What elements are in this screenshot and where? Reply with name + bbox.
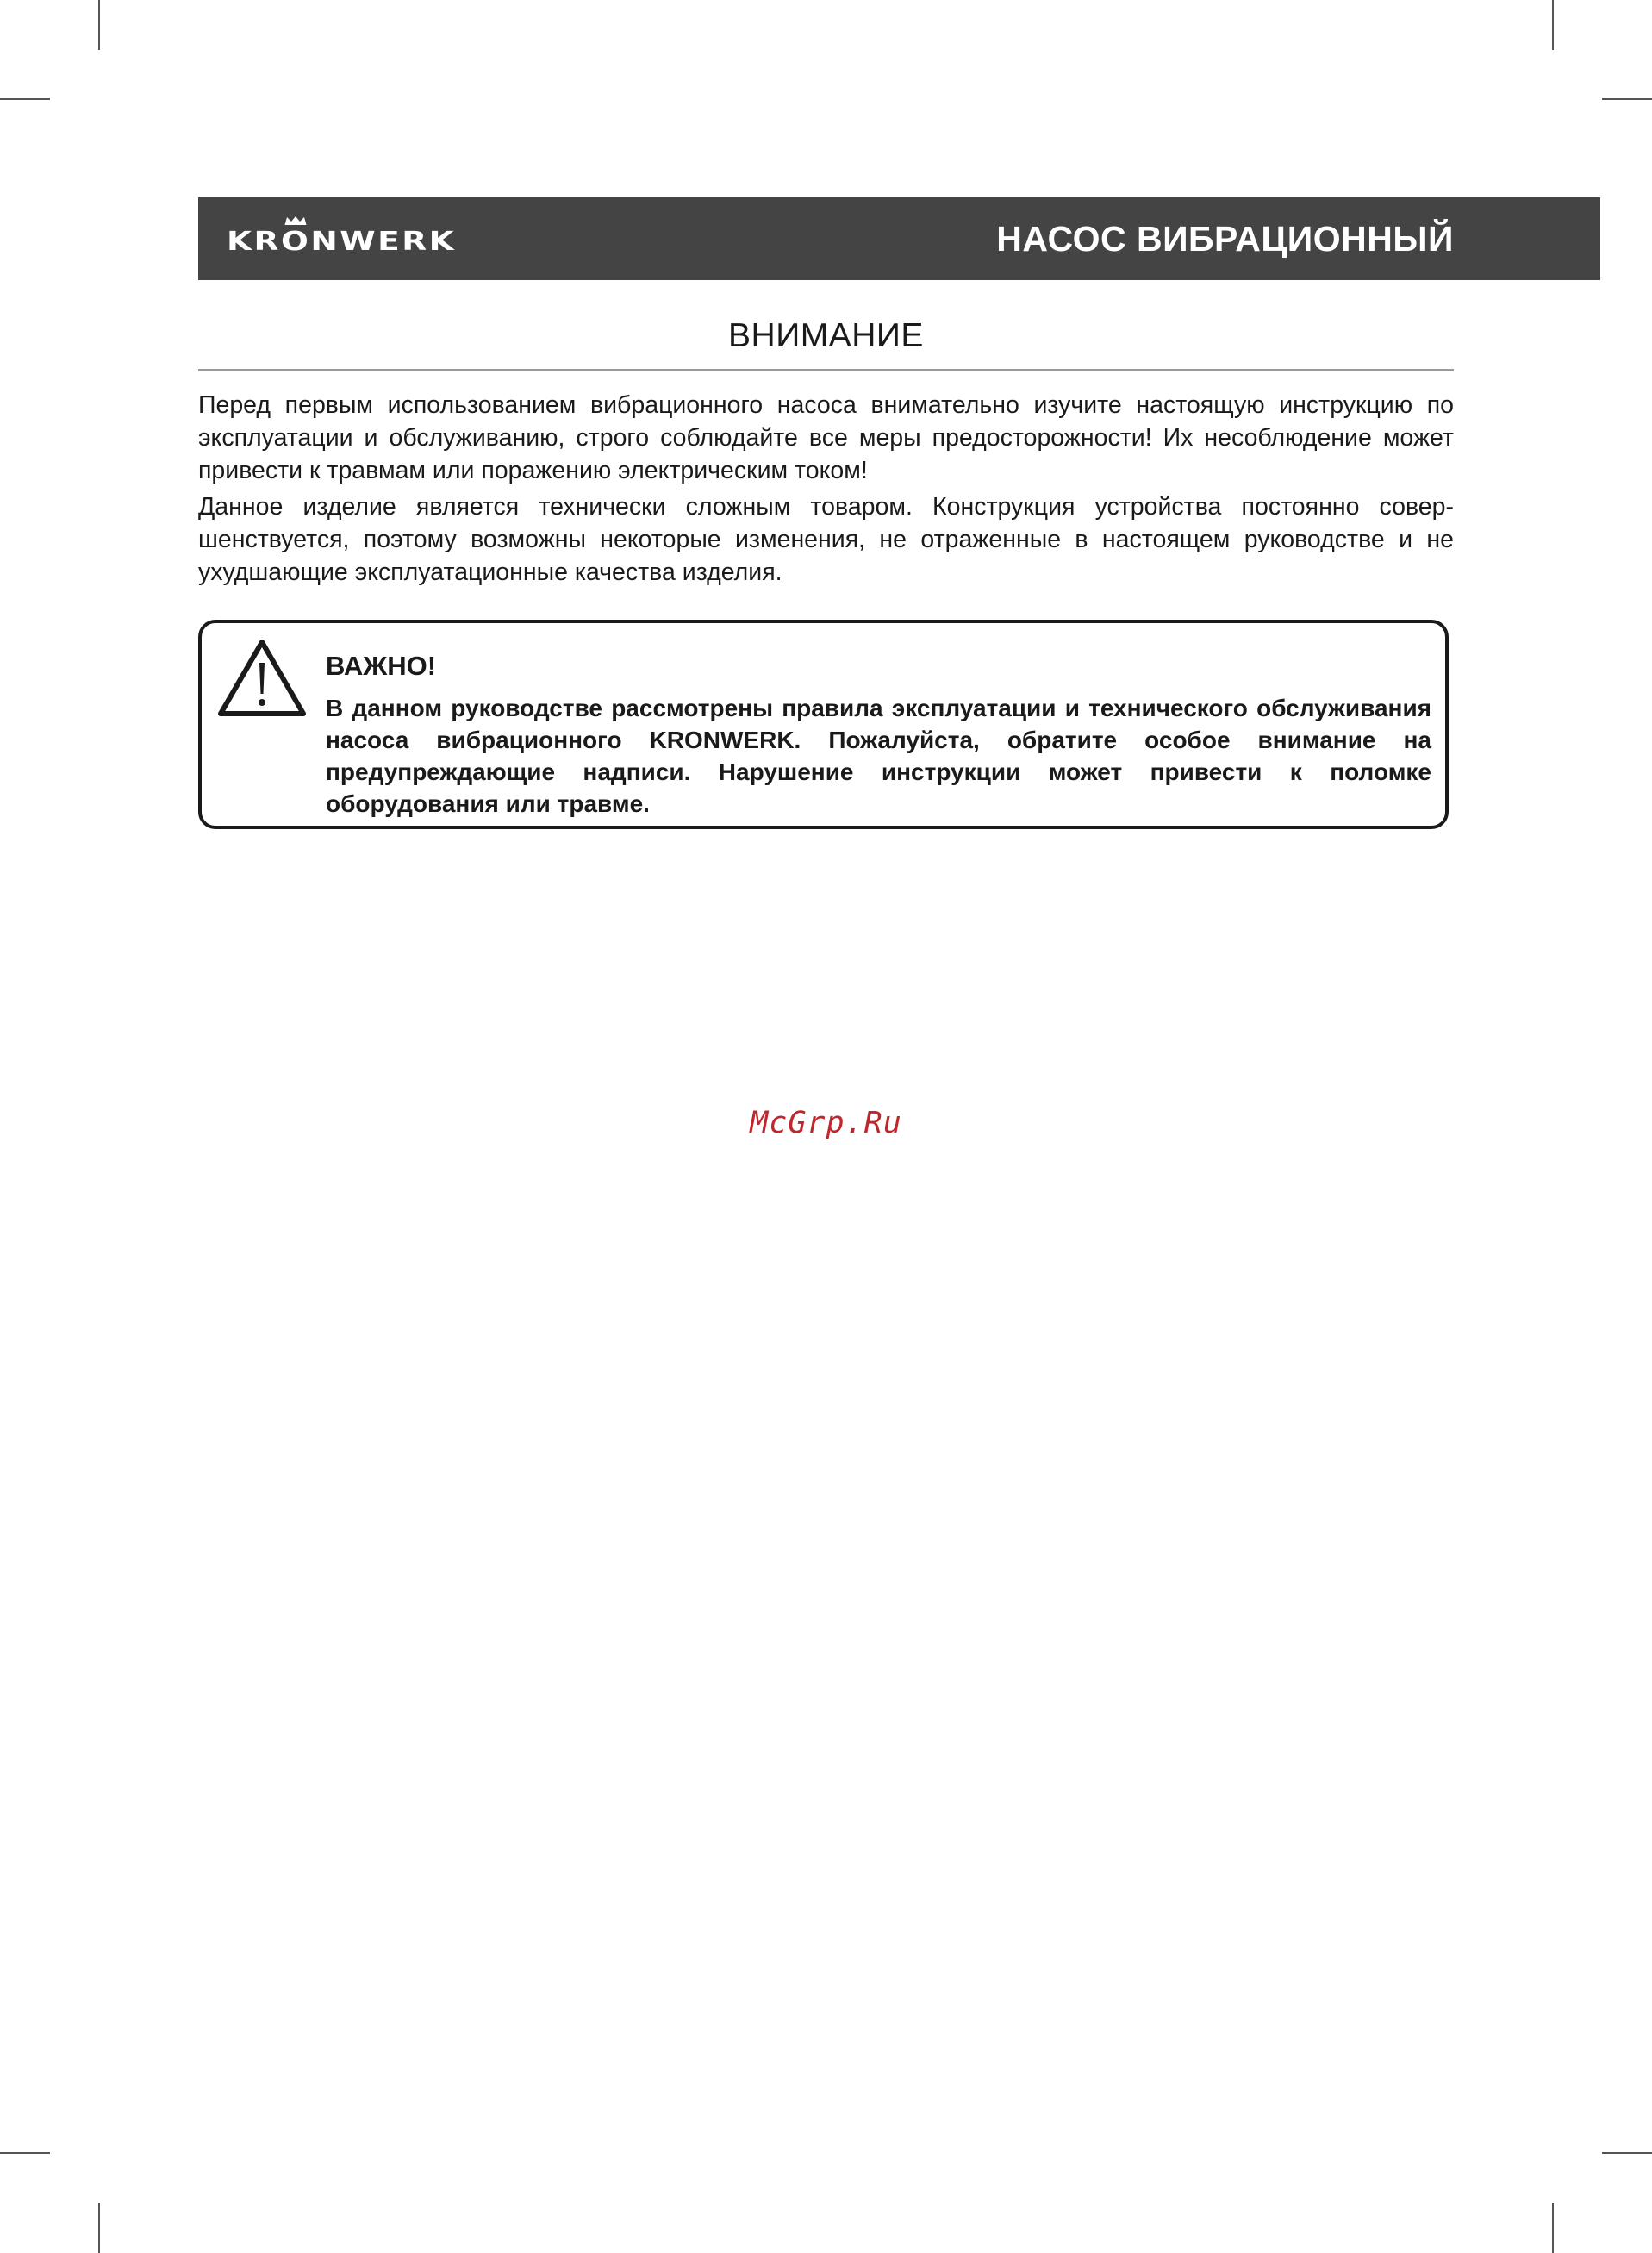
warning-text: В данном руководстве рассмотрены правила эксплуатации и технического обслуживания насоса вибрационного KRONWERK. Пожалуйста, обратите особое внимание на предупреждающие надписи. Нарушение инструкции может привести к поломке оборудования или травме.: [326, 695, 1431, 817]
crop-mark-bottom-left-horizontal: [0, 2152, 50, 2154]
crop-mark-top-left-horizontal: [0, 98, 50, 100]
kronwerk-logo: [227, 226, 457, 257]
logo-text-suffix: NWERK: [310, 226, 457, 257]
crop-mark-bottom-left-vertical: [98, 2203, 100, 2253]
crop-mark-top-left-vertical: [98, 0, 100, 50]
watermark: McGrp.Ru: [750, 1106, 902, 1140]
crop-mark-top-right-horizontal: [1602, 98, 1652, 100]
section-title: ВНИМАНИЕ: [728, 317, 924, 354]
crop-mark-bottom-right-vertical: [1552, 2203, 1554, 2253]
section-divider: [198, 369, 1454, 371]
warning-box: [198, 620, 1449, 829]
intro-paragraph: Перед первым использованием вибрационного насоса внимательно изучите настоящую инструкцию по эксплуатации и обслуживанию, строго соблюдайте все меры предосторожности! Их несоблюдение может привести к травмам или поражению электрическим током!: [198, 391, 1454, 484]
header-band: [198, 197, 1600, 280]
warning-triangle-icon: [216, 637, 308, 720]
crop-mark-bottom-right-horizontal: [1602, 2152, 1652, 2154]
logo-text-prefix: KR: [227, 226, 281, 257]
warning-heading: ВАЖНО!: [326, 651, 437, 681]
product-note-paragraph: Данное изделие является технически сложным товаром. Конструкция устройства постоянно совершенствуется, поэтому возможны некоторые изменения, не отраженные в настоящем руководстве и не ухудшающие эксплуатационные качества изделия.: [198, 493, 1454, 586]
crop-mark-top-right-vertical: [1552, 0, 1554, 50]
logo-letter-o: O: [281, 227, 310, 257]
document-title: НАСОС ВИБРАЦИОННЫЙ: [996, 219, 1454, 259]
crown-icon: [284, 215, 308, 226]
